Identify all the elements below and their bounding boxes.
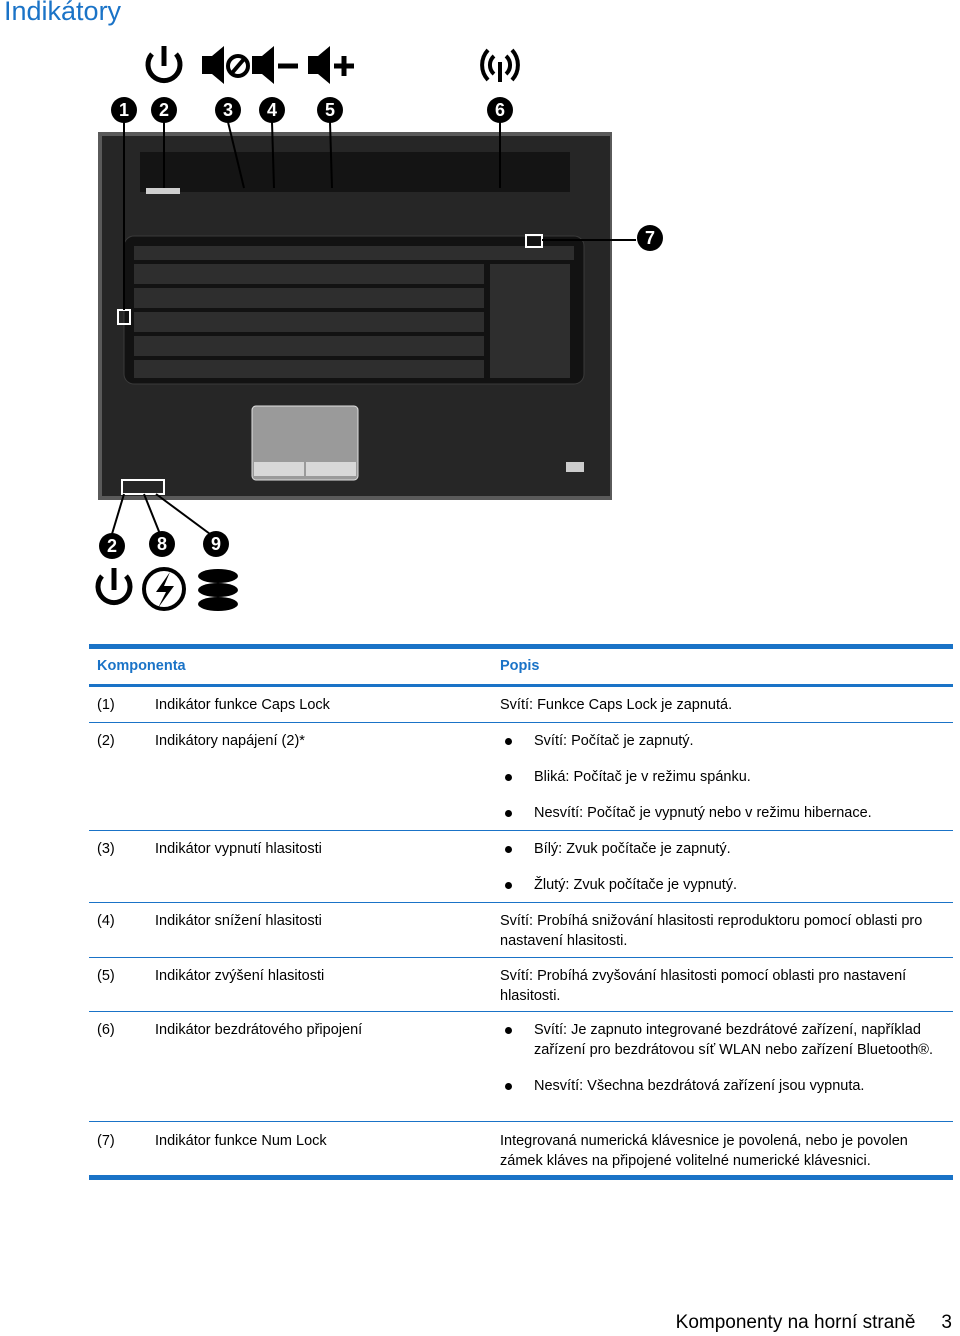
list-item	[500, 731, 950, 751]
row-component: Indikátory napájení (2)*	[155, 733, 305, 749]
row-bullets	[500, 839, 950, 911]
bullet-icon	[505, 882, 512, 889]
bullet-icon	[505, 1027, 512, 1034]
list-item	[500, 803, 950, 823]
callout-number: 2	[158, 100, 170, 120]
callout-number: 1	[118, 100, 130, 120]
list-item	[500, 767, 950, 787]
drive-icon	[198, 569, 238, 611]
list-item	[500, 839, 950, 859]
row-divider	[89, 957, 953, 958]
wireless-icon	[482, 50, 518, 82]
callout-number: 2	[106, 536, 118, 556]
bullet-icon	[505, 810, 512, 817]
row-number: (3)	[97, 841, 115, 857]
header-description: Popis	[500, 658, 540, 674]
callout-number: 9	[210, 534, 222, 554]
bullet-icon	[505, 1083, 512, 1090]
bullet-text: Bílý: Zvuk počítače je zapnutý.	[534, 841, 731, 857]
bullet-text: Svítí: Je zapnuto integrované bezdrátové zařízení, například zařízení pro bezdrátovou síť WLAN nebo zařízení Bluetooth®.	[534, 1022, 933, 1058]
list-item	[500, 1076, 950, 1096]
row-divider	[89, 1121, 953, 1122]
row-divider	[89, 1011, 953, 1012]
row-divider	[89, 722, 953, 723]
list-item	[500, 875, 950, 895]
row-description: Svítí: Probíhá snižování hlasitosti reproduktoru pomocí oblasti pro nastavení hlasitosti.	[500, 913, 923, 949]
row-number: (5)	[97, 968, 115, 984]
page-number: 3	[941, 1312, 952, 1333]
mute-icon	[202, 46, 248, 84]
bullet-text: Žlutý: Zvuk počítače je vypnutý.	[534, 877, 738, 893]
power-icon	[148, 46, 180, 81]
page-footer	[676, 1312, 952, 1334]
bullet-text: Svítí: Počítač je zapnutý.	[534, 733, 694, 749]
footer-text: Komponenty na horní straně	[675, 1312, 916, 1333]
ac-adapter-icon	[144, 569, 184, 609]
row-component: Indikátor vypnutí hlasitosti	[155, 841, 322, 857]
power-icon	[98, 568, 130, 603]
volume-up-icon	[308, 46, 354, 84]
volume-down-icon	[252, 46, 298, 84]
callout-number: 8	[156, 534, 168, 554]
laptop-top-figure	[80, 40, 700, 620]
row-number: (6)	[97, 1022, 115, 1038]
row-bullets	[500, 1020, 950, 1112]
row-description: Svítí: Funkce Caps Lock je zapnutá.	[500, 697, 733, 713]
row-component: Indikátor bezdrátového připojení	[155, 1022, 363, 1038]
laptop-illustration	[98, 132, 612, 500]
row-component: Indikátor snížení hlasitosti	[155, 913, 322, 929]
page-title: Indikátory	[4, 0, 122, 26]
header-rule	[89, 684, 953, 687]
bullet-text: Nesvítí: Všechna bezdrátová zařízení jsou vypnuta.	[534, 1078, 865, 1094]
row-divider	[89, 902, 953, 903]
bullet-icon	[505, 738, 512, 745]
row-description: Svítí: Probíhá zvyšování hlasitosti pomocí oblasti pro nastavení hlasitosti.	[500, 968, 907, 1004]
row-bullets	[500, 731, 950, 839]
row-number: (2)	[97, 733, 115, 749]
callout-number: 7	[644, 228, 656, 248]
callout-number: 6	[494, 100, 506, 120]
header-component: Komponenta	[97, 658, 186, 674]
bullet-icon	[505, 846, 512, 853]
callout-number: 5	[324, 100, 336, 120]
bullet-text: Nesvítí: Počítač je vypnutý nebo v režimu hibernace.	[534, 805, 872, 821]
row-component: Indikátor funkce Caps Lock	[155, 697, 330, 713]
table-bottom-rule	[89, 1175, 953, 1180]
row-divider	[89, 830, 953, 831]
callout-number: 4	[266, 100, 278, 120]
row-number: (7)	[97, 1133, 115, 1149]
row-number: (4)	[97, 913, 115, 929]
bullet-text: Bliká: Počítač je v režimu spánku.	[534, 769, 751, 785]
row-component: Indikátor zvýšení hlasitosti	[155, 968, 325, 984]
row-number: (1)	[97, 697, 115, 713]
row-description: Integrovaná numerická klávesnice je povolená, nebo je povolen zámek kláves na připojené volitelné numerické klávesnici.	[500, 1133, 908, 1169]
list-item	[500, 1020, 950, 1060]
row-component: Indikátor funkce Num Lock	[155, 1133, 327, 1149]
table-top-rule	[89, 644, 953, 649]
callouts-bottom	[99, 531, 229, 559]
bullet-icon	[505, 774, 512, 781]
callout-number: 3	[222, 100, 234, 120]
